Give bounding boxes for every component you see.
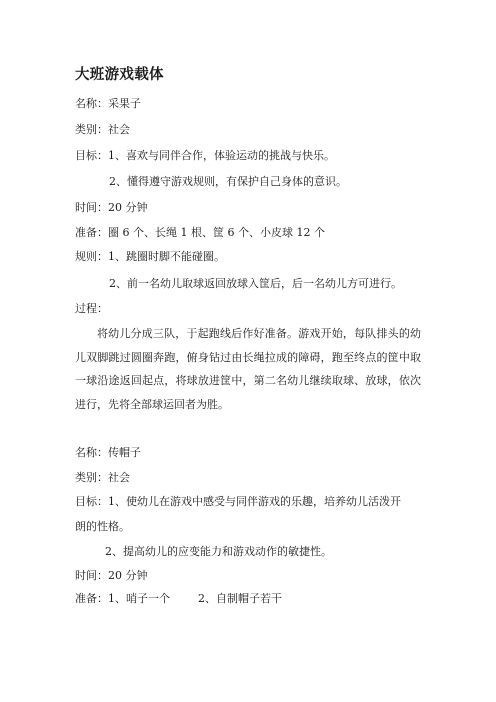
game1-name: 名称：采果子 bbox=[75, 97, 141, 110]
game1-goal-2: 2、懂得遵守游戏规则，有保护自己身体的意识。 bbox=[109, 175, 347, 188]
game2-category: 类别：社会 bbox=[75, 471, 130, 484]
game2-goal-1-line-2: 朗的性格。 bbox=[75, 520, 130, 533]
game2-goal-1-line-1: 目标：1、使幼儿在游戏中感受与同伴游戏的乐趣，培养幼儿活泼开 bbox=[75, 495, 401, 508]
game2-prep: 准备：1、哨子一个 2、自制帽子若干 bbox=[75, 592, 282, 605]
game1-time: 时间：20 分钟 bbox=[75, 201, 148, 214]
document-title: 大班游戏载体 bbox=[75, 67, 164, 83]
game1-goal-1: 目标：1、喜欢与同伴合作，体验运动的挑战与快乐。 bbox=[75, 149, 335, 162]
game1-process-text: 将幼儿分成三队，于起跑线后作好准备。游戏开始，每队排头的幼儿双脚跳过圆圈奔跑，俯身钻过由长绳拉成的障碍，跑至终点的筐中取一球沿途返回起点，将球放进筐中，第二名幼儿继续取球、放球，依次进行，先将全部球运回者为胜。 bbox=[75, 327, 421, 412]
game2-name: 名称：传帽子 bbox=[75, 446, 141, 459]
game1-process-label: 过程： bbox=[75, 302, 108, 315]
game1-category: 类别：社会 bbox=[75, 123, 130, 136]
game1-rule-1: 规则：1、跳圈时脚不能碰圈。 bbox=[75, 250, 225, 263]
game2-time: 时间：20 分钟 bbox=[75, 569, 148, 582]
game1-rule-2: 2、前一名幼儿取球返回放球入筐后，后一名幼儿方可进行。 bbox=[109, 277, 402, 290]
game1-prep: 准备：圈 6 个、长绳 1 根、筐 6 个、小皮球 12 个 bbox=[75, 226, 325, 239]
game2-goal-2: 2、提高幼儿的应变能力和游戏动作的敏捷性。 bbox=[105, 545, 332, 558]
